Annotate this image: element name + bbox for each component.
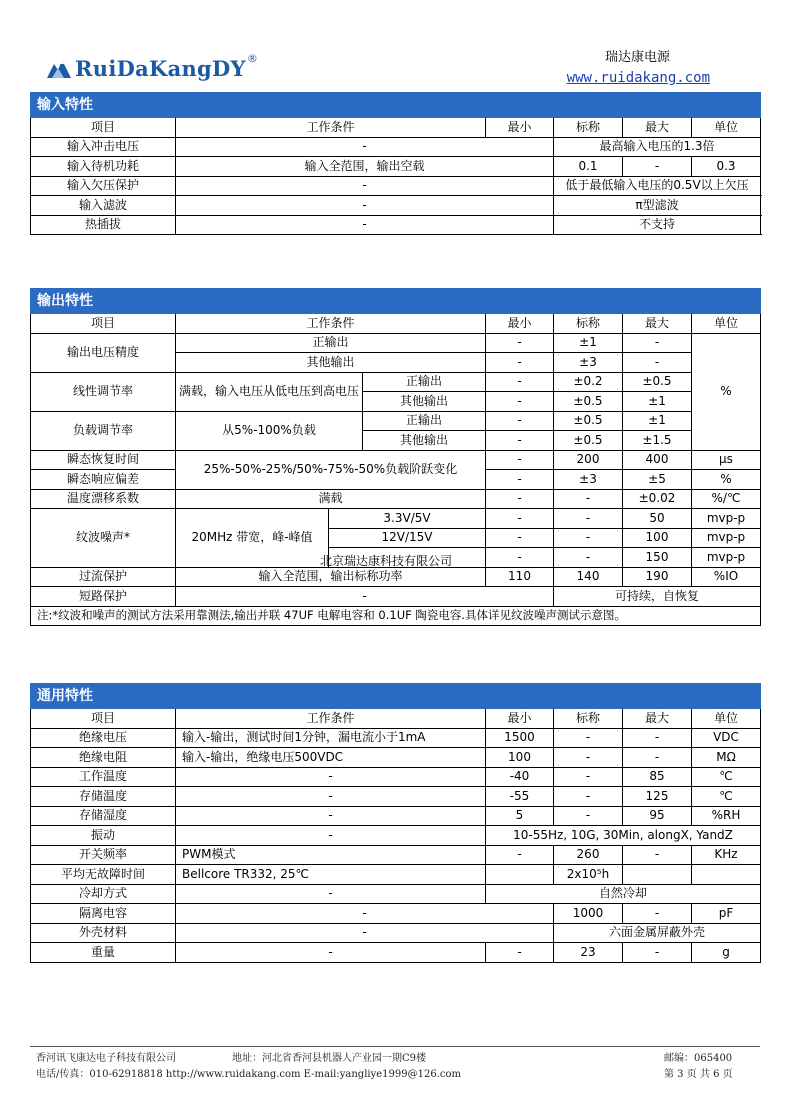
max: 50 [623,509,692,529]
unit: g [692,943,761,963]
item: 开关频率 [31,845,176,865]
unit: VDC [692,728,761,748]
section-title: 输出特性 [31,289,761,314]
sub-cond: 3.3V/5V [329,509,486,529]
min: 5 [486,806,554,826]
typ: 1000 [554,904,623,924]
typ: - [554,489,623,509]
min: - [486,411,554,431]
unit [692,865,761,885]
min: - [486,943,554,963]
max: 0.3 [692,157,761,177]
sub-cond: 正输出 [363,372,486,392]
sub-cond: 其他输出 [363,431,486,451]
unit: μs [692,450,761,470]
min: - [486,392,554,412]
typ: - [554,528,623,548]
item: 存储湿度 [31,806,176,826]
company-logo [46,52,258,84]
company-name: 瑞达康电源 [604,50,670,65]
table-row [31,509,761,529]
cond: Bellcore TR332, 25℃ [176,865,486,885]
cond: - [176,587,554,607]
cond: - [176,176,554,196]
item: 存储温度 [31,787,176,807]
unit: ℃ [692,787,761,807]
typ: - [554,509,623,529]
table-row [31,748,761,768]
item: 冷却方式 [31,884,176,904]
col-typ: 标称 [554,709,623,729]
item: 瞬态响应偏差 [31,470,176,490]
item: 输入待机功耗 [31,157,176,177]
table-row [31,884,761,904]
cond: 25%-50%-25%/50%-75%-50%负载阶跃变化 [176,450,486,489]
item: 短路保护 [31,587,176,607]
typ: - [554,548,623,568]
cond: 其他输出 [176,353,486,373]
item: 输出电压精度 [31,333,176,372]
unit: % [692,333,761,450]
typ: 140 [554,567,623,587]
max: 100 [623,528,692,548]
cond: - [176,904,554,924]
max: ±0.5 [623,372,692,392]
max: - [623,845,692,865]
unit: pF [692,904,761,924]
item: 绝缘电阻 [31,748,176,768]
table-row [31,587,761,607]
cond: 输入-输出，测试时间1分钟，漏电流小于1mA [176,728,486,748]
item: 温度漂移系数 [31,489,176,509]
table-row [31,157,761,177]
note-row [31,606,761,626]
typ: - [554,767,623,787]
footer-postcode: 邮编：065400 [664,1053,733,1064]
max: 190 [623,567,692,587]
col-typ: 标称 [554,118,623,138]
item: 线性调节率 [31,372,176,411]
typ: 260 [554,845,623,865]
col-min: 最小 [486,118,554,138]
col-typ: 标称 [554,314,623,334]
col-item: 项目 [31,709,176,729]
min: -40 [486,767,554,787]
cond: 满载，输入电压从低电压到高电压 [176,372,363,411]
cond: - [176,884,486,904]
footer-divider [30,1046,760,1047]
max: - [623,728,692,748]
typ: ±3 [554,353,623,373]
cond: - [176,923,554,943]
unit: mvp-p [692,548,761,568]
cond: 输入-输出，绝缘电压500VDC [176,748,486,768]
max: 150 [623,548,692,568]
typ: ±3 [554,470,623,490]
footer-company: 香河讯飞康达电子科技有限公司 [36,1053,176,1064]
sub-cond: 12V/15V [329,528,486,548]
sub-cond: 正输出 [363,411,486,431]
typ: - [623,157,692,177]
col-unit: 单位 [692,118,761,138]
cond: - [176,767,486,787]
item: 纹波噪声* [31,509,176,568]
cond: - [176,943,486,963]
value: 自然冷却 [486,884,761,904]
unit: %RH [692,806,761,826]
min: - [486,431,554,451]
footnote: 注:*纹波和噪声的测试方法采用靠测法,输出并联 47UF 电解电容和 0.1UF 陶瓷电容.具体详见纹波噪声测试示意图。 [31,606,761,626]
max: - [623,904,692,924]
footer-contact: 电话/传真：010-62918818 http://www.ruidakang.com E-mail:yangliye1999@126.com [36,1069,461,1080]
item: 绝缘电压 [31,728,176,748]
unit: mvp-p [692,528,761,548]
table-row [31,728,761,748]
item: 热插拔 [31,215,176,235]
table-row [31,411,761,431]
cond: 输入全范围，输出标称功率 [176,567,486,587]
min: - [486,845,554,865]
unit: KHz [692,845,761,865]
max: ±1 [623,411,692,431]
min: - [486,450,554,470]
item: 输入冲击电压 [31,137,176,157]
max: - [623,748,692,768]
min: - [486,470,554,490]
min: 0.1 [554,157,623,177]
value: 低于最低输入电压的0.5V以上欠压 [554,176,761,196]
col-min: 最小 [486,709,554,729]
unit: MΩ [692,748,761,768]
footer-address: 地址：河北省香河县机器人产业园一期C9楼 [232,1053,427,1064]
table-row [31,176,761,196]
section-title: 通用特性 [31,684,761,709]
max: 85 [623,767,692,787]
table-row [31,923,761,943]
col-item: 项目 [31,118,176,138]
min: - [486,489,554,509]
typ: ±0.5 [554,411,623,431]
typ: ±0.5 [554,431,623,451]
table-row [31,865,761,885]
output-spec-table [30,288,761,626]
header-row [31,118,761,138]
col-cond: 工作条件 [176,709,486,729]
cond: 从5%-100%负载 [176,411,363,450]
table-row [31,767,761,787]
value: 最高输入电压的1.3倍 [554,137,761,157]
col-min: 最小 [486,314,554,334]
max: - [623,943,692,963]
value: 不支持 [554,215,761,235]
table-row [31,196,761,216]
max: - [623,333,692,353]
typ: - [554,728,623,748]
cond: - [176,215,554,235]
item: 输入欠压保护 [31,176,176,196]
min: -55 [486,787,554,807]
value: 10-55Hz, 10G, 30Min, alongX, YandZ [486,826,761,846]
unit: %IO [692,567,761,587]
max: ±1 [623,392,692,412]
min: 110 [486,567,554,587]
section-title: 输入特性 [31,93,761,118]
typ: ±1 [554,333,623,353]
cond: - [176,787,486,807]
typ: - [554,787,623,807]
logo-mountain-icon [46,56,72,80]
max: ±1.5 [623,431,692,451]
col-max: 最大 [623,118,692,138]
max: 400 [623,450,692,470]
col-cond: 工作条件 [176,118,486,138]
min: - [486,509,554,529]
watermark-text: 北京瑞达康科技有限公司 [320,554,453,568]
typ: - [554,806,623,826]
item: 振动 [31,826,176,846]
input-spec-table [30,92,761,235]
table-row [31,904,761,924]
registered-mark: ® [246,51,258,65]
value: π型滤波 [554,196,761,216]
table-row [31,806,761,826]
col-max: 最大 [623,314,692,334]
max: ±5 [623,470,692,490]
min: - [486,333,554,353]
typ: 200 [554,450,623,470]
typ: ±0.2 [554,372,623,392]
col-unit: 单位 [692,709,761,729]
header-row [31,314,761,334]
cond: 输入全范围，输出空载 [176,157,554,177]
footer-page-number: 第 3 页 共 6 页 [664,1069,733,1080]
table-row [31,826,761,846]
max: 125 [623,787,692,807]
table-row [31,845,761,865]
unit: mvp-p [692,509,761,529]
min: - [486,528,554,548]
item: 瞬态恢复时间 [31,450,176,470]
unit: %/℃ [692,489,761,509]
typ: 2x10⁵h [554,865,623,885]
item: 过流保护 [31,567,176,587]
item: 平均无故障时间 [31,865,176,885]
table-row [31,450,761,470]
typ: - [554,748,623,768]
header-row [31,709,761,729]
unit: ℃ [692,767,761,787]
value: 六面金属屏蔽外壳 [554,923,761,943]
item: 外壳材料 [31,923,176,943]
max: - [623,353,692,373]
cond: 20MHz 带宽，峰-峰值 [176,509,329,568]
min: - [486,353,554,373]
min: 1500 [486,728,554,748]
max: ±0.02 [623,489,692,509]
col-cond: 工作条件 [176,314,486,334]
item: 隔离电容 [31,904,176,924]
typ: 23 [554,943,623,963]
table-row [31,567,761,587]
min: - [486,548,554,568]
sub-cond: 其他输出 [363,392,486,412]
logo-text: RuiDaKangDY [75,55,246,81]
table-row [31,489,761,509]
max [623,865,692,885]
cond: - [176,196,554,216]
cond: - [176,806,486,826]
cond: 正输出 [176,333,486,353]
value: 可持续，自恢复 [554,587,761,607]
min [486,865,554,885]
cond: - [176,137,554,157]
cond: - [176,826,486,846]
min: - [486,372,554,392]
unit: % [692,470,761,490]
table-row [31,333,761,353]
max: 95 [623,806,692,826]
table-row [31,372,761,392]
col-unit: 单位 [692,314,761,334]
table-row [31,137,761,157]
item: 输入滤波 [31,196,176,216]
table-row [31,787,761,807]
table-row [31,215,761,235]
table-row [31,943,761,963]
item: 负载调节率 [31,411,176,450]
item: 工作温度 [31,767,176,787]
typ: ±0.5 [554,392,623,412]
general-spec-table [30,683,761,963]
cond: 满载 [176,489,486,509]
min: 100 [486,748,554,768]
website-link[interactable]: www.ruidakang.com [566,70,710,86]
col-max: 最大 [623,709,692,729]
cond: PWM模式 [176,845,486,865]
item: 重量 [31,943,176,963]
col-item: 项目 [31,314,176,334]
